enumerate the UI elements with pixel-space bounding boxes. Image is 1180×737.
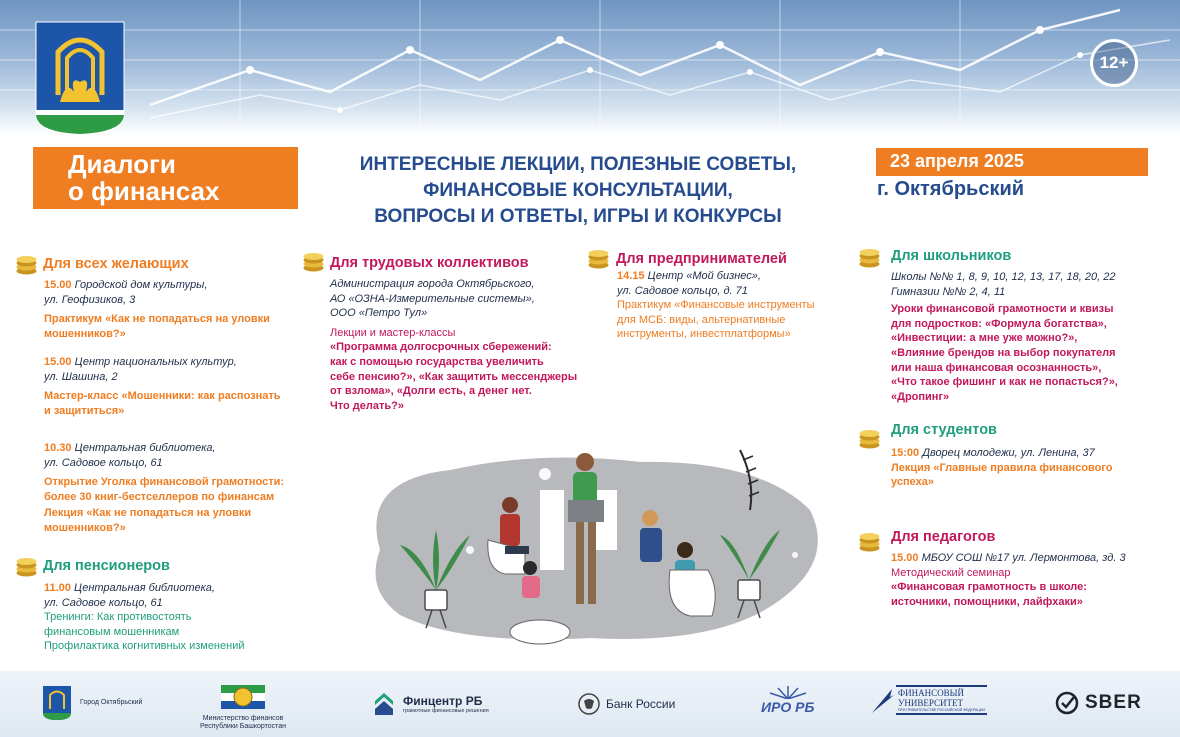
org-name: АО «ОЗНА-Измерительные системы», [330,292,535,305]
event-time: 14.15 [617,270,645,282]
headline-line: ФИНАНСОВЫЕ КОНСУЛЬТАЦИИ, [423,180,733,201]
event-desc: как с помощью государства увеличить [330,355,544,368]
coat-of-arms-icon [42,685,72,721]
event-desc: «Дропинг» [891,390,950,403]
event-time: 15.00 [44,279,72,291]
event-desc: Практикум «Как не попадаться на уловки [44,313,270,326]
ministry-emblem-icon [219,679,267,715]
entrepreneurs-event [617,269,852,342]
fincenter-logo [373,691,489,717]
people-discussion-illustration [340,440,830,650]
event-time: 15:00 [891,447,920,459]
ministry-text-line1: Министерство финансов [202,715,284,722]
event-place: Центр «Мой бизнес», [644,270,761,282]
headline-line: ИНТЕРЕСНЫЕ ЛЕКЦИИ, ПОЛЕЗНЫЕ СОВЕТЫ, [359,154,797,175]
event-address: ул. Геофизиков, 3 [44,293,136,306]
event-time: 11.00 [44,582,71,594]
double-eagle-icon [578,693,600,715]
event-desc: успеха» [891,476,934,489]
event-desc: для МСБ: виды, альтернативные [617,313,786,326]
event-desc: Уроки финансовой грамотности и квизы [891,303,1114,316]
finuniversity-line1: ФИНАНСОВЫЙ [898,688,964,698]
event-address: ул. Садовое кольцо, д. 71 [617,284,748,297]
event-desc: Что делать?» [330,399,404,412]
event-desc: «Что такое фишинг и как не попасться?», [891,376,1118,389]
event-place: Центр национальных культур, [71,356,237,368]
event-place: Городской дом культуры, [71,279,208,291]
event-desc: себе пенсию?», «Как защитить мессенджеры [330,370,578,383]
event-title-line1: Диалоги [68,149,176,179]
coin-stack-icon [587,249,610,269]
event-address: ул. Садовое кольцо, 61 [44,456,163,469]
event-desc: Профилактика когнитивных изменений [44,640,245,653]
event-address: ул. Шашина, 2 [44,370,118,383]
section-title-teachers: Для педагогов [891,529,996,545]
footer-logos [0,671,1180,737]
coin-stack-icon [302,252,325,272]
section-title-pensioners: Для пенсионеров [43,558,170,574]
event-time: 15.00 [44,356,72,368]
ministry-text-line2: Республики Башкортостан [200,723,287,730]
ministry-logo [200,679,286,731]
section-title-students: Для студентов [891,422,997,438]
event-address: ул. Садовое кольцо, 61 [44,596,163,609]
sber-check-icon [1055,691,1079,715]
event-desc: Лекция «Как не попадаться на уловки [44,507,252,520]
event-desc: более 30 книг-бестселлеров по финансам [44,490,275,503]
event-desc: Практикум «Финансовые инструменты [617,299,815,312]
section-title-schoolchildren: Для школьников [891,248,1012,264]
fincenter-icon [373,691,395,717]
event-kind: Лекции и мастер-классы [330,326,456,339]
everyone-event-1 [44,278,314,341]
coin-stack-icon [858,429,881,449]
iro-text: ИРО РБ [761,699,815,715]
event-city: г. Октябрьский [877,178,1025,200]
section-title-workers: Для трудовых коллективов [330,255,529,271]
org-name: ООО «Петро Тул» [330,307,428,320]
age-rating-badge: 12+ [1090,39,1138,87]
event-desc: «Программа долгосрочных сбережений: [330,341,552,354]
gymnasiums-list: Гимназии №№ 2, 4, 11 [891,285,1006,298]
event-desc: «Финансовая грамотность в школе: [891,581,1087,594]
event-desc: Тренинги: Как противостоять [44,611,192,624]
event-time: 10.30 [44,442,72,454]
coin-stack-icon [15,557,38,577]
event-desc: источники, помощники, лайфхаки» [891,595,1083,608]
chart-lines-decoration [0,0,1180,135]
event-desc: мошенников?» [44,327,126,340]
coin-stack-icon [858,248,881,268]
fincenter-text: Финцентр РБ [403,694,483,708]
section-title-entrepreneurs: Для предпринимателей [616,251,787,267]
event-desc: от взлома», «Долги есть, а денег нет. [330,385,532,398]
headline [316,152,840,230]
coat-of-arms-icon [34,20,126,135]
teachers-event [891,551,1166,609]
coin-stack-icon [858,532,881,552]
event-date: 23 апреля 2025 [876,148,1148,176]
event-desc: или наша финансовая осознанность», [891,361,1102,374]
students-event [891,446,1161,490]
event-desc: «Влияние брендов на выбор покупателя [891,346,1116,359]
bank-russia-logo [578,693,675,715]
coin-stack-icon [15,255,38,275]
schoolchildren-event [891,270,1161,404]
city-logo-text: Город Октябрьский [80,699,143,706]
event-desc: для подростков: «Формула богатства», [891,317,1107,330]
finuniversity-sub: ПРИ ПРАВИТЕЛЬСТВЕ РОССИЙСКОЙ ФЕДЕРАЦИИ [898,708,985,712]
schools-list: Школы №№ 1, 8, 9, 10, 12, 13, 17, 18, 20, 22 [891,271,1116,283]
everyone-event-2 [44,355,314,418]
sber-logo [1055,691,1142,715]
city-logo [42,685,142,721]
sber-text: SBER [1085,692,1142,713]
event-place: Центральная библиотека, [70,582,215,594]
event-title-box [33,147,298,209]
pensioners-event [44,581,314,654]
event-place: МБОУ СОШ №17 ул. Лермонтова, зд. 3 [918,552,1126,564]
finuniversity-logo [870,685,987,715]
org-name: Администрация города Октябрьского, [330,278,535,290]
bank-russia-text: Банк России [606,697,676,711]
event-desc: финансовым мошенникам [44,625,180,638]
event-desc: Мастер-класс «Мошенники: как распознать [44,390,281,403]
event-time: 15.00 [891,552,919,564]
event-title-line2: о финансах [68,176,220,206]
event-kind: Методический семинар [891,566,1011,579]
event-desc: и защититься» [44,404,125,417]
university-arrow-icon [870,685,896,715]
everyone-event-3 [44,441,314,536]
finuniversity-line2: УНИВЕРСИТЕТ [898,698,963,708]
workers-event [330,277,610,413]
event-desc: Открытие Уголка финансовой грамотности: [44,476,285,489]
event-desc: Лекция «Главные правила финансового [891,461,1113,474]
fincenter-subtext: грамотные финансовые решения [403,708,489,714]
event-place: Дворец молодежи, ул. Ленина, 37 [919,447,1095,459]
iro-logo [761,685,814,715]
section-title-everyone: Для всех желающих [43,256,189,272]
event-place: Центральная библиотека, [71,442,216,454]
event-desc: «Инвестиции: а мне уже можно?», [891,332,1078,345]
header-band [0,0,1180,135]
iro-rays-icon [766,685,810,699]
event-desc: инструменты, инвестплатформы» [617,328,791,341]
event-desc: мошенников?» [44,521,126,534]
headline-line: ВОПРОСЫ И ОТВЕТЫ, ИГРЫ И КОНКУРСЫ [374,206,782,227]
